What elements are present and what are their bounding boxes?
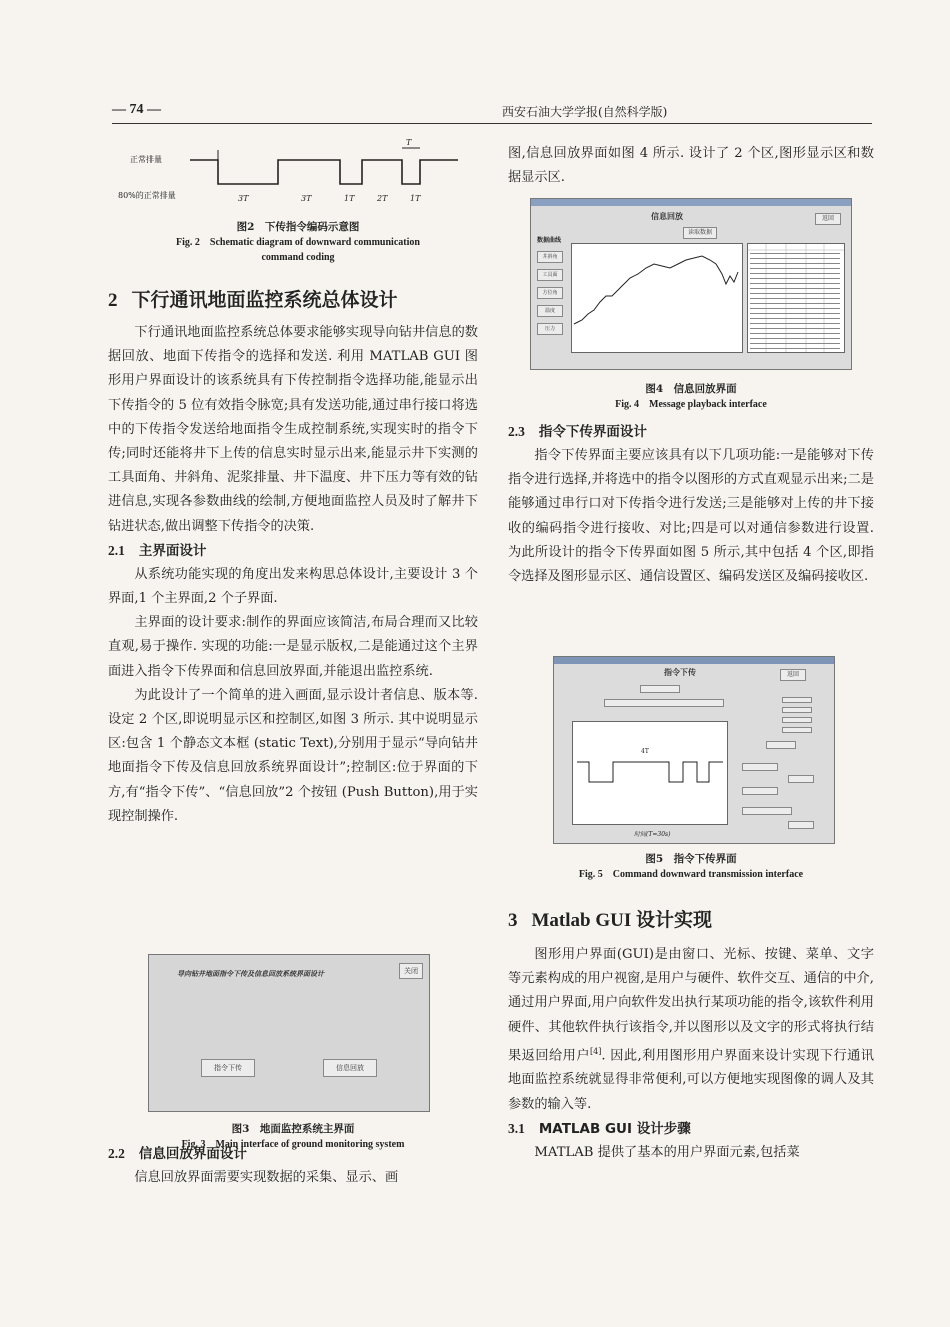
- fig4-caption: [508, 382, 874, 412]
- figure-2: [118, 138, 478, 266]
- fig3-caption-en: Fig. 3 Main interface of ground monitoring system: [181, 1139, 405, 1150]
- fig5-field-3[interactable]: [782, 717, 812, 723]
- fig5-send-field[interactable]: [742, 763, 778, 771]
- fig4-return-button[interactable]: 返回: [815, 213, 841, 225]
- fig4-curve: [572, 244, 742, 352]
- fig3-caption-cn: 图3 地面监控系统主界面: [231, 1123, 355, 1135]
- fig5-caption-cn: 图5 指令下传界面: [645, 853, 737, 865]
- fig3-cmd-button[interactable]: 指令下传: [201, 1059, 255, 1077]
- section-2-2-para1-cont: 图,信息回放界面如图 4 所示. 设计了 2 个区,图形显示区和数据显示区.: [508, 146, 874, 186]
- fig5-send-field-2[interactable]: [742, 787, 778, 795]
- fig4-caption-cn: 图4 信息回放界面: [645, 383, 737, 395]
- section-2-1-para3: 为此设计了一个简单的进入画面,显示设计者信息、版本等. 设定 2 个区,即说明显示区和控制区,如图 3 所示. 其中说明显示区:包含 1 个静态文本框 (static Text),分别用于显示“导向钻井地面指令下传及信息回放系统界面设计”;控制区:位于界面的下方,有“指令下传”、“信息回放”2 个按钮 (Push Button),用于实现控制操作.: [108, 687, 478, 824]
- fig5-code-box: [604, 699, 724, 707]
- fig5-xlabel: 时间(T=30s): [634, 831, 671, 838]
- fig2-tick-2t: 2T: [377, 194, 388, 203]
- fig2-tick-1t-a: 1T: [344, 194, 355, 203]
- fig4-side-btn-2[interactable]: 方位角: [537, 287, 563, 299]
- fig2-tick-t: T: [406, 138, 412, 147]
- section-3-1-para1: MATLAB 提供了基本的用户界面元素,包括菜: [534, 1144, 800, 1160]
- fig5-pulse-wave: [573, 722, 727, 824]
- fig5-caption: [508, 852, 874, 882]
- section-3-heading: 3 Matlab GUI 设计实现: [508, 910, 713, 931]
- section-2-2-block: [108, 1142, 478, 1190]
- fig3-close-button[interactable]: 关闭: [399, 963, 423, 979]
- fig2-waveform: [118, 138, 478, 218]
- running-header: [112, 100, 872, 124]
- section-2-3-block: [508, 420, 874, 589]
- section-2-1-para1: 从系统功能实现的角度出发来构思总体设计,主要设计 3 个界面,1 个主界面,2 个子界面.: [108, 566, 478, 607]
- fig3-title-text: 导向钻井地面指令下传及信息回放系统界面设计: [177, 969, 324, 978]
- fig2-label-80: 80%的正常排量: [118, 191, 176, 200]
- fig5-select-box[interactable]: [640, 685, 680, 693]
- fig5-field-2[interactable]: [782, 707, 812, 713]
- fig5-titlebar: [554, 657, 834, 664]
- fig5-field-4[interactable]: [782, 727, 812, 733]
- page-number: — 74 —: [112, 102, 161, 117]
- section-3-1-heading: 3.1 MATLAB GUI 设计步骤: [508, 1120, 691, 1137]
- fig5-settings-panel: [742, 691, 828, 837]
- fig3-info-button[interactable]: 信息回放: [323, 1059, 377, 1077]
- section-2-3-heading: 2.3 指令下传界面设计: [508, 424, 647, 440]
- fig5-recv-field[interactable]: [742, 807, 792, 815]
- section-2-heading: 2 下行通讯地面监控系统总体设计: [108, 289, 398, 311]
- fig2-caption: [118, 220, 478, 265]
- figure-5-screenshot: [553, 656, 835, 844]
- fig2-caption-en1: Fig. 2 Schematic diagram of downward communication: [176, 237, 420, 248]
- fig2-caption-en2: command coding: [261, 252, 335, 263]
- fig4-title-text: 信息回放: [651, 211, 683, 221]
- fig2-tick-3t-b: 3T: [301, 194, 312, 203]
- fig5-recv-button[interactable]: [788, 821, 814, 829]
- figure-4-screenshot: [530, 198, 852, 370]
- journal-title: 西安石油大学学报(自然科学版): [502, 105, 668, 119]
- fig2-tick-1t-b: 1T: [410, 194, 421, 203]
- section-2-para1: 下行通讯地面监控系统总体要求能够实现导向钻井信息的数据回放、地面下传指令的选择和发送. 利用 MATLAB GUI 图形用户界面设计的该系统具有下传控制指令选择功能,能显示出下传指令的 5 位有效指令脉宽;具有发送功能,通过串行接口将选中的下传指令发送给地面指令生成控制系统,实现实时的指令下传;同时还能将井下上传的信息实时显示出来,能显示井下实测的工具面角、井斜角、泥浆排量、井下温度、井下压力等有效的钻进信息,实现各参数曲线的绘制,方便地面监控人员及时了解井下钻进状态,做出调整下传指令的决策.: [108, 325, 478, 534]
- fig5-send-button[interactable]: [788, 775, 814, 783]
- section-2-1-para2: 主界面的设计要求:制作的界面应该简洁,布局合理而又比较直观,易于操作. 实现的功能:一是显示版权,二是能通过这个主界面进入指令下传界面和信息回放界面,并能退出监控系统.: [108, 615, 478, 679]
- section-3-block: [508, 906, 874, 1165]
- fig2-caption-cn: 图2 下传指令编码示意图: [236, 221, 360, 233]
- fig4-side-btn-1[interactable]: 工具面: [537, 269, 563, 281]
- citation-4[interactable]: [4]: [589, 1046, 602, 1056]
- fig4-left-label: 数据曲线: [537, 237, 562, 244]
- section-3-para1: 图形用户界面(GUI)是由窗口、光标、按键、菜单、文字等元素构成的用户视窗,是用户与硬件、软件交互、通信的中介,通过用户界面,用户向软件发出执行某项功能的指令,该软件利用硬件、其他软件执行该指令,并以图形以及文字的形式将执行结果返回给用户[4]. 因此,利用图形用户界面来设计实现下行通讯地面监控系统就显得非常便利,可以方便地实现图像的调人及其参数的输入等.: [508, 947, 874, 1112]
- fig5-plot-area: [572, 721, 728, 825]
- right-top-text: [508, 142, 874, 190]
- fig4-caption-en: Fig. 4 Message playback interface: [615, 399, 767, 410]
- fig5-caption-en: Fig. 5 Command downward transmission interface: [578, 869, 804, 880]
- section-2-2-heading: 2.2 信息回放界面设计: [108, 1146, 247, 1162]
- section-2-2-para1: 信息回放界面需要实现数据的采集、显示、画: [134, 1170, 399, 1185]
- fig5-field-1[interactable]: [782, 697, 812, 703]
- figure-3-screenshot: [148, 954, 430, 1112]
- fig5-title-text: 指令下传: [664, 667, 696, 677]
- section-2-1-heading: 2.1 主界面设计: [108, 542, 207, 559]
- section-2-3-para1: 指令下传界面主要应该具有以下几项功能:一是能够对下传指令进行选择,并将选中的指令以图形的方式直观显示出来;二是能够通过串行口对下传指令进行发送;三是能够对上传的井下接收的编码指令进行接收、对比;四是可以对通信参数进行设置. 为此所设计的指令下传界面如图 5 所示,其中包括 4 个区,即指令选择及图形显示区、通信设置区、编码发送区及编码接收区.: [508, 448, 874, 585]
- fig4-plot-area: [571, 243, 743, 353]
- fig4-side-btn-4[interactable]: 压力: [537, 323, 563, 335]
- fig4-side-btn-0[interactable]: 井斜角: [537, 251, 563, 263]
- fig4-table-lines: [748, 244, 844, 352]
- fig2-label-normal: 正常排量: [130, 155, 162, 164]
- fig5-pulse-label: 4T: [641, 748, 649, 755]
- fig4-side-btn-3[interactable]: 温度: [537, 305, 563, 317]
- fig4-data-table: [747, 243, 845, 353]
- fig5-return-button[interactable]: 返回: [780, 669, 806, 681]
- fig4-titlebar: [531, 199, 851, 206]
- fig4-data-button[interactable]: 读取数据: [683, 227, 717, 239]
- fig5-open-button[interactable]: [766, 741, 796, 749]
- left-column-text: [108, 286, 478, 829]
- fig2-tick-3t-a: 3T: [238, 194, 249, 203]
